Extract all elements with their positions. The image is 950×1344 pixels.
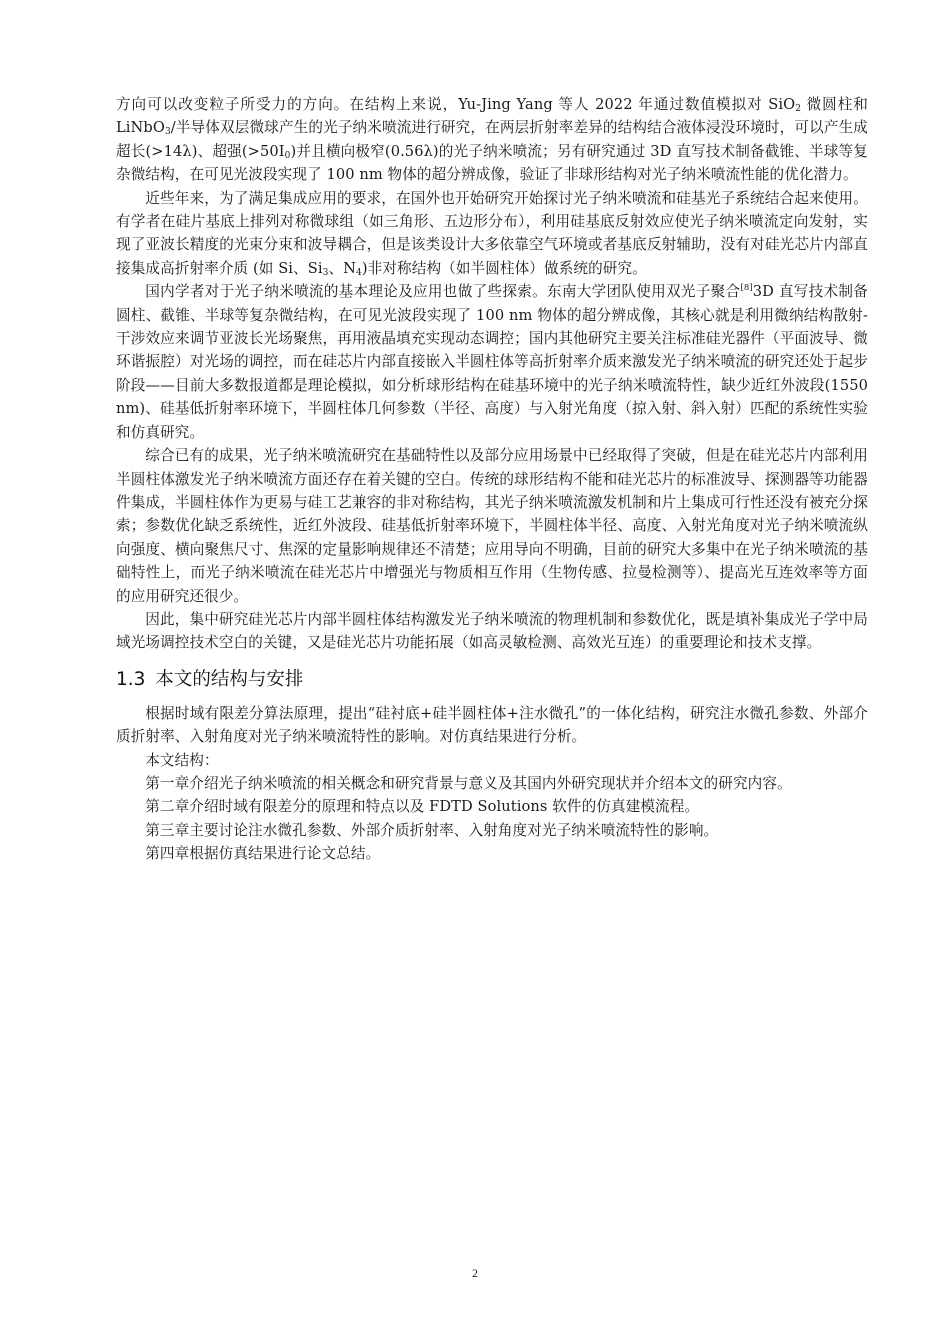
chapter-item-1: 第一章介绍光子纳米喷流的相关概念和研究背景与意义及其国内外研究现状并介绍本文的研究内容。 <box>145 774 792 792</box>
document-page <box>116 93 868 866</box>
chapter-item-2: 第二章介绍时域有限差分的原理和特点以及 FDTD Solutions 软件的仿真建模流程。 <box>145 798 700 816</box>
structure-label: 本文结构： <box>145 751 219 769</box>
citation-reference: [8] <box>740 283 753 294</box>
section-heading <box>116 666 868 694</box>
paragraph-photonic-jet-international: 方向可以改变粒子所受力的方向。在结构上来说，Yu-Jing Yang 等人 2022 年通过数值模拟对 SiO$_2$ 微圆柱和 LiNbO$_3$/半导体双层微球产生的光子纳米喷流进行研究，在两层折射率差异的结构结合液体浸没环境时，可以产生成超长(>14λ)、超强$(>50I_0)$并且横向极窄(0.56λ)的光子纳米喷流；另有研究通过 3D 直写技术制备截锥、半球等复杂微结构，在可见光波段实现了 100 nm 物体的超分辨成像，验证了非球形结构对光子纳米喷流性能的优化潜力。 <box>116 96 868 184</box>
page-number: 2 <box>472 1266 478 1280</box>
chapter-item-4: 第四章根据仿真结果进行论文总结。 <box>145 845 381 863</box>
chapter-item-3: 第三章主要讨论注水微孔参数、外部介质折射率、入射角度对光子纳米喷流特性的影响。 <box>145 821 719 839</box>
section-number: 1.3 <box>116 668 146 690</box>
paragraph-conclusion: 因此，集中研究硅光芯片内部半圆柱体结构激发光子纳米喷流的物理机制和参数优化，既是填补集成光子学中局域光场调控技术空白的关键，又是硅光芯片功能拓展（如高灵敏检测、高效光互连）的重要理论和技术支撑。 <box>116 610 868 652</box>
paragraph-integration-research: 近些年来，为了满足集成应用的要求，在国外也开始研究开始探讨光子纳米喷流和硅基光子系统结合起来使用。有学者在硅片基底上排列对称微球组（如三角形、五边形分布），利用硅基底反射效应使光子纳米喷流定向发射，实现了亚波长精度的光束分束和波导耦合，但是该类设计大多依靠空气环境或者基底反射辅助，没有对硅光芯片内部直接集成高折射率介质 (如 Si、$Si_3$、$N_4$)非对称结构（如半圆柱体）做系统的研究。 <box>116 189 868 278</box>
paragraph-research-gap: 综合已有的成果，光子纳米喷流研究在基础特性以及部分应用场景中已经取得了突破，但是在硅光芯片内部利用半圆柱体激发光子纳米喷流方面还存在着关键的空白。传统的球形结构不能和硅光芯片的标准波导、探测器等功能器件集成，半圆柱体作为更易与硅工艺兼容的非对称结构，其光子纳米喷流激发机制和片上集成可行性还没有被充分探索；参数优化缺乏系统性，近红外波段、硅基低折射率环境下，半圆柱体半径、高度、入射光角度对光子纳米喷流纵向强度、横向聚焦尺寸、焦深的定量影响规律还不清楚；应用导向不明确，目前的研究大多集中在光子纳米喷流的基础特性上，而光子纳米喷流在硅光芯片中增强光与物质相互作用（生物传感、拉曼检测等）、提高光互连效率等方面的应用研究还很少。 <box>116 447 868 605</box>
section-title: 本文的结构与安排 <box>155 668 304 690</box>
paragraph-domestic-research: 国内学者对于光子纳米喷流的基本理论及应用也做了些探索。东南大学团队使用双光子聚合[8]3D 直写技术制备圆柱、截锥、半球等复杂微结构，在可见光波段实现了 100 nm 物体的超分辨成像，其核心就是利用微纳结构散射-干涉效应来调节亚波长光场聚焦，再用液晶填充实现动态调控；国内其他研究主要关注标准硅光器件（平面波导、微环谐振腔）对光场的调控，而在硅芯片内部直接嵌入半圆柱体等高折射率介质来激发光子纳米喷流的研究还处于起步阶段——目前大多数报道都是理论模拟，如分析球形结构在硅基环境中的光子纳米喷流特性，缺少近红外波段(1550 nm)、硅基低折射率环境下，半圆柱体几何参数（半径、高度）与入射光角度（掠入射、斜入射）匹配的系统性实验和仿真研究。 <box>116 283 868 441</box>
paragraph-section-intro: 根据时域有限差分算法原理，提出“硅衬底+硅半圆柱体+注水微孔”的一体化结构，研究注水微孔参数、外部介质折射率、入射角度对光子纳米喷流特性的影响。对仿真结果进行分析。 <box>116 704 868 746</box>
